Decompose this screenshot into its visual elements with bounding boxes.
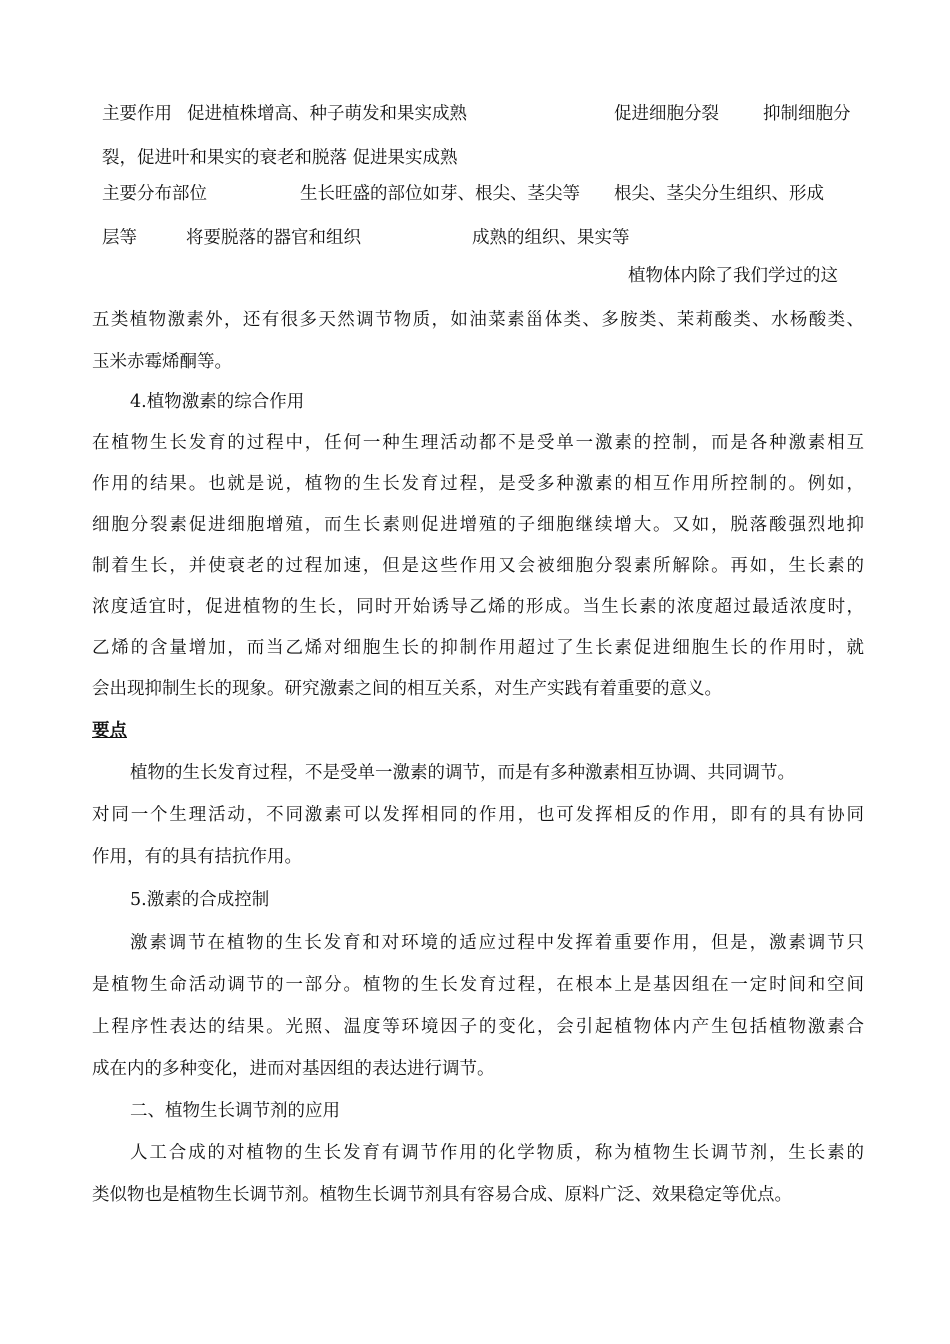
key-points-line: 作用，有的具有拮抗作用。 xyxy=(92,847,302,867)
cytokinin-distribution: 根尖、茎尖分生组织、形成 xyxy=(614,184,824,204)
part-2-heading: 二、植物生长调节剂的应用 xyxy=(130,1101,340,1121)
section-4-heading: 4.植物激素的综合作用 xyxy=(130,392,305,412)
distribution-continuation: 层等 xyxy=(102,228,137,248)
key-points-line: 植物的生长发育过程，不是受单一激素的调节，而是有多种激素相互协调、共同调节。 xyxy=(130,763,795,783)
section-5-line: 是植物生命活动调节的一部分。植物的生长发育过程，在根本上是基因组在一定时间和空间 xyxy=(92,975,864,995)
note-line-1: 植物体内除了我们学过的这 xyxy=(628,266,838,286)
function-continuation: 裂，促进叶和果实的衰老和脱落 促进果实成熟 xyxy=(102,148,458,168)
note-line-2: 五类植物激素外，还有很多天然调节物质，如油菜素甾体类、多胺类、茉莉酸类、水杨酸类、 xyxy=(92,310,864,330)
abscisic-acid-function: 抑制细胞分 xyxy=(763,104,851,124)
abscisic-acid-distribution: 将要脱落的器官和组织 xyxy=(186,228,361,248)
gibberellin-distribution: 生长旺盛的部位如芽、根尖、茎尖等 xyxy=(300,184,580,204)
gibberellin-function: 促进植株增高、种子萌发和果实成熟 xyxy=(187,104,467,124)
section-5-line: 激素调节在植物的生长发育和对环境的适应过程中发挥着重要作用，但是，激素调节只 xyxy=(130,933,864,953)
section-4-line: 制着生长，并使衰老的过程加速，但是这些作用又会被细胞分裂素所解除。再如，生长素的 xyxy=(92,556,864,576)
part-2-line: 人工合成的对植物的生长发育有调节作用的化学物质，称为植物生长调节剂，生长素的 xyxy=(130,1143,864,1163)
section-4-line: 作用的结果。也就是说，植物的生长发育过程，是受多种激素的相互作用所控制的。例如， xyxy=(92,474,864,494)
section-4-line: 乙烯的含量增加，而当乙烯对细胞生长的抑制作用超过了生长素促进细胞生长的作用时，就 xyxy=(92,638,864,658)
cytokinin-function: 促进细胞分裂 xyxy=(614,104,719,124)
row-label-main-function: 主要作用 xyxy=(102,104,172,124)
section-4-line: 在植物生长发育的过程中，任何一种生理活动都不是受单一激素的控制，而是各种激素相互 xyxy=(92,433,864,453)
row-label-distribution: 主要分布部位 xyxy=(102,184,207,204)
section-5-line: 上程序性表达的结果。光照、温度等环境因子的变化，会引起植物体内产生包括植物激素合 xyxy=(92,1017,864,1037)
section-5-line: 成在内的多种变化，进而对基因组的表达进行调节。 xyxy=(92,1059,495,1079)
ethylene-distribution: 成熟的组织、果实等 xyxy=(472,228,630,248)
section-4-line: 会出现抑制生长的现象。研究激素之间的相互关系，对生产实践有着重要的意义。 xyxy=(92,679,722,699)
section-4-line: 细胞分裂素促进细胞增殖，而生长素则促进增殖的子细胞继续增大。又如，脱落酸强烈地抑 xyxy=(92,515,864,535)
key-points-heading: 要点 xyxy=(92,721,127,741)
note-line-3: 玉米赤霉烯酮等。 xyxy=(92,352,232,372)
key-points-line: 对同一个生理活动，不同激素可以发挥相同的作用，也可发挥相反的作用，即有的具有协同 xyxy=(92,805,864,825)
part-2-line: 类似物也是植物生长调节剂。植物生长调节剂具有容易合成、原料广泛、效果稳定等优点。 xyxy=(92,1185,792,1205)
section-5-heading: 5.激素的合成控制 xyxy=(130,890,270,910)
section-4-line: 浓度适宜时，促进植物的生长，同时开始诱导乙烯的形成。当生长素的浓度超过最适浓度时， xyxy=(92,597,864,617)
